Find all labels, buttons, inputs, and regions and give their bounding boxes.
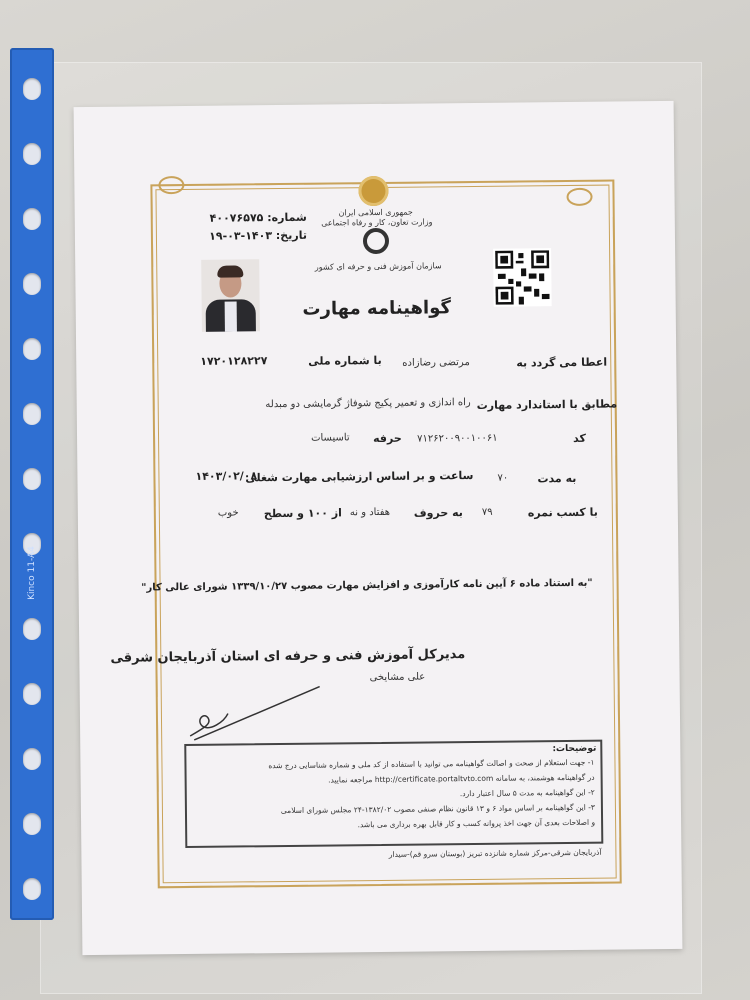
level-label: از ۱۰۰ و سطح [263,506,342,521]
duration-value: ۷۰ [497,472,509,484]
header-ministry: وزارت تعاون، کار و رفاه اجتماعی [321,217,433,228]
punch-hole [23,208,41,230]
legal-basis: "به استناد ماده ۶ آیین نامه کارآموزی و افزایش مهارت مصوب ۱۳۳۹/۱۰/۲۷ شورای عالی کار" [141,577,593,594]
punch-hole [23,403,41,425]
score-words-value: هفتاد و نه [349,506,391,519]
note-line: و اصلاحات بعدی آن جهت اخذ پروانه کسب و کار قابل بهره برداری می باشد. [357,817,596,830]
notes-title: توضیحات: [552,743,597,755]
date-value: ۱۴۰۳-۰۳-۱۹ [209,229,273,243]
handwritten-signature [184,682,335,744]
punch-hole [23,748,41,770]
note-line: ۱- جهت استعلام از صحت و اصالت گواهینامه می توانید با استفاده از کد ملی و شماره شناسایی درج شده [268,757,595,771]
notes-box [184,740,603,848]
tab-brand-name: Kinco [27,575,37,600]
punch-hole [23,813,41,835]
number-label: شماره: [267,210,307,225]
punch-hole [23,338,41,360]
tab-model: 11-A4 [27,546,37,573]
signer-name: علی مشایخی [369,671,426,684]
code-label: کد [573,431,586,445]
trade-value: تاسیسات [310,432,350,444]
punch-hole [23,618,41,640]
national-id-value: ۱۷۲۰۱۲۸۲۲۷ [200,354,268,368]
note-line: در گواهینامه هوشمند، به سامانه http://certificate.portaltvto.com مراجعه نمایید. [328,772,595,785]
awarded-to-value: مرتضی رضازاده [402,357,470,369]
assessment-text: ساعت و بر اساس ارزشیابی مهارت شغلی [245,468,474,485]
tab-brand [27,543,37,603]
binder-tab [10,48,54,920]
punch-hole [23,878,41,900]
score-label: با کسب نمره [527,505,598,520]
holder-photo [201,259,260,332]
assessment-date: ۱۴۰۳/۰۲/۰۸ [195,469,258,483]
code-value: ۷۱۲۶۲۰۰۹۰۰۱۰۰۶۱ [417,432,498,445]
date-label: تاریخ: [275,228,307,243]
awarded-to-label: اعطا می گردد به [516,355,608,370]
certificate-date [191,229,307,243]
certificate-title: گواهینامه مهارت [302,297,452,320]
standard-value: راه اندازی و تعمیر پکیج شوفاژ گرمایشی دو مبدله [265,397,471,411]
note-line: ۲- این گواهینامه به مدت ۵ سال اعتبار دارد. [459,787,595,799]
duration-label: به مدت [537,471,577,486]
punch-hole [23,683,41,705]
national-emblem-icon [358,176,388,206]
trade-label: حرفه [372,431,402,446]
punch-hole [23,468,41,490]
standard-label: مطابق با استاندارد مهارت [476,397,618,412]
footer-address: آذربایجان شرقی-مرکز شماره شانزده تبریز (بوستان سرو قم)-سیدار [388,847,602,859]
national-id-label: با شماره ملی [308,353,382,368]
score-words-label: به حروف [413,506,463,520]
header-organization: سازمان آموزش فنی و حرفه ای کشور [314,261,442,272]
punch-hole [23,143,41,165]
certificate-number [197,211,307,225]
number-value: ۴۰۰۷۶۵۷۵ [209,211,264,225]
signer-title: مدیرکل آموزش فنی و حرفه ای استان آذربایجان شرقی [110,647,466,666]
level-value: خوب [217,507,239,519]
certificate-page [74,101,683,955]
header-country: جمهوری اسلامی ایران [338,207,413,218]
note-line: ۳- این گواهینامه بر اساس مواد ۶ و ۱۳ قانون نظام صنفی مصوب ۱۳۸۲/۰۲-۲۴ مجلس شورای اسلامی [280,802,595,816]
score-value: ۷۹ [481,506,493,518]
tvto-logo-icon [363,228,389,254]
punch-hole [23,78,41,100]
qr-code [493,248,552,307]
punch-hole [23,273,41,295]
